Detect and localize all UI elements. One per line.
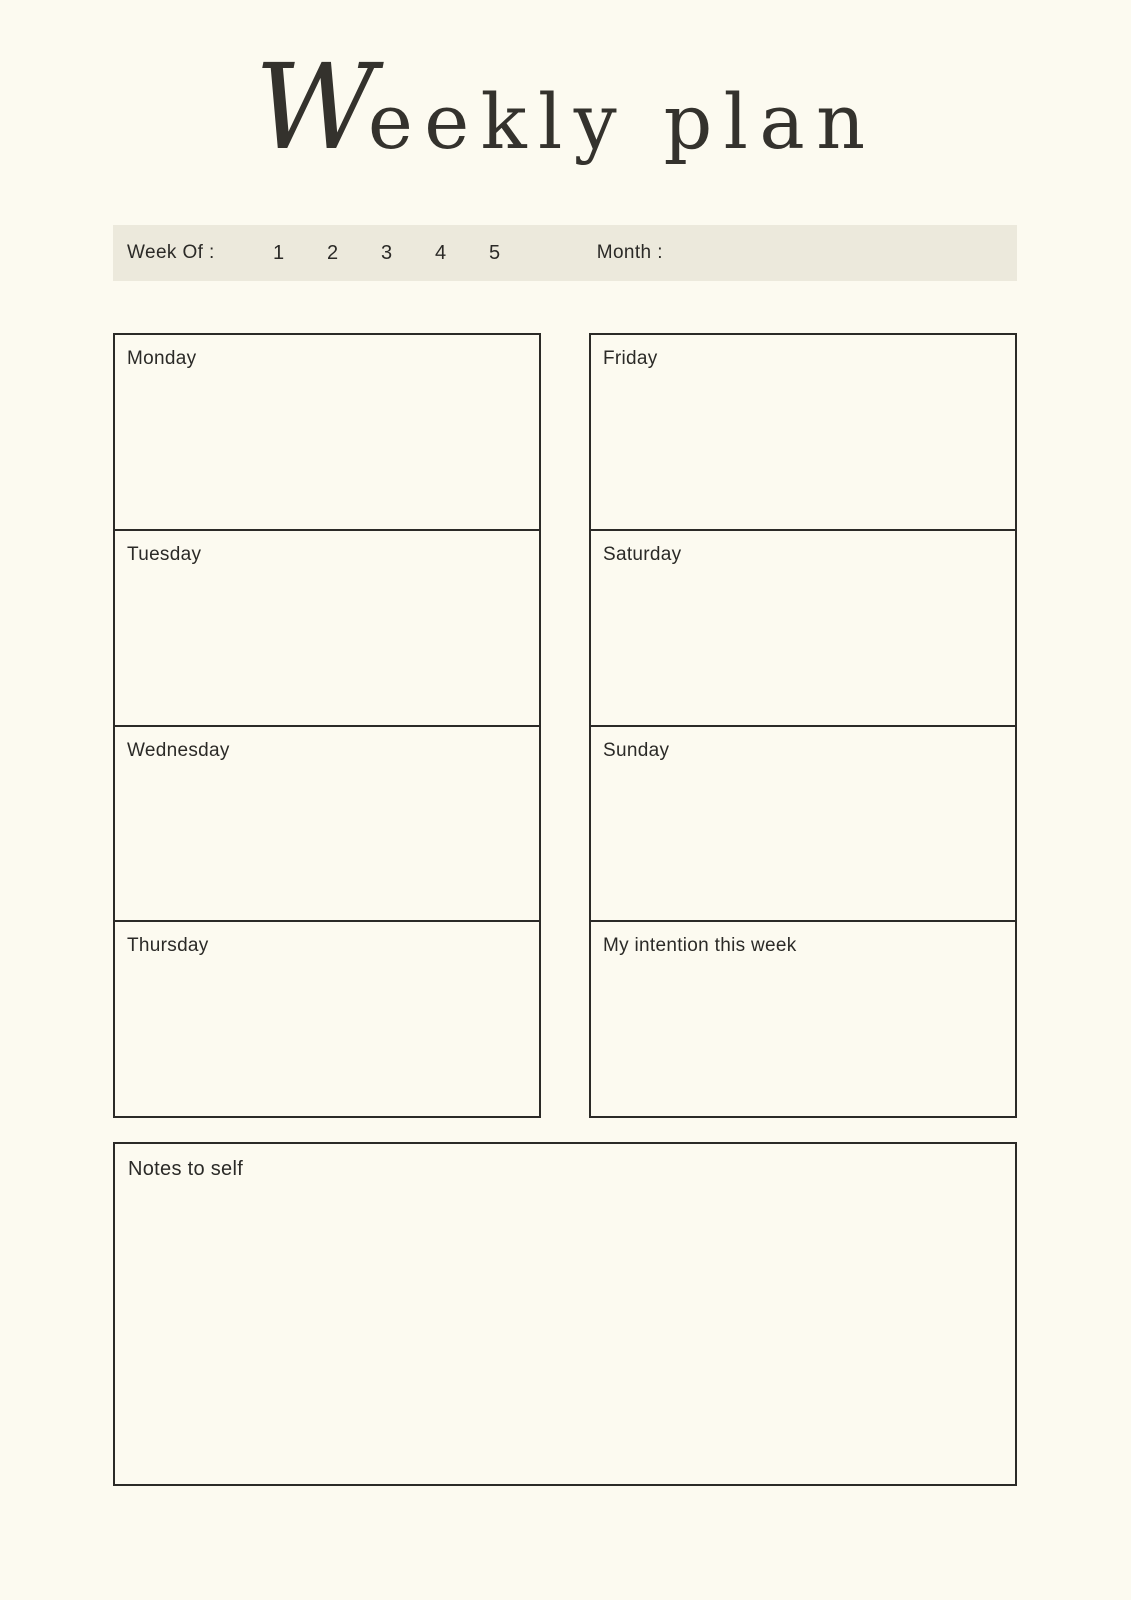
- week-number-option-1[interactable]: 1: [272, 241, 285, 264]
- day-label-thursday: Thursday: [127, 935, 209, 957]
- intention-box[interactable]: [589, 920, 1017, 1118]
- left-day-column: [113, 333, 541, 1118]
- day-box-wednesday[interactable]: [113, 725, 541, 923]
- day-label-tuesday: Tuesday: [127, 543, 202, 565]
- intention-label: My intention this week: [603, 935, 797, 957]
- week-of-label: Week Of :: [127, 242, 215, 263]
- week-number-option-5[interactable]: 5: [488, 241, 501, 264]
- month-label: Month :: [596, 242, 663, 263]
- right-day-column: [589, 333, 1017, 1118]
- day-label-sunday: Sunday: [603, 739, 670, 761]
- day-box-thursday[interactable]: [113, 920, 541, 1118]
- page-title-rest: eekly plan: [367, 77, 877, 166]
- day-label-monday: Monday: [127, 348, 197, 369]
- week-of-bar: [113, 225, 1017, 281]
- day-box-tuesday[interactable]: [113, 529, 541, 727]
- week-number-option-2[interactable]: 2: [326, 241, 339, 264]
- notes-box[interactable]: [113, 1142, 1017, 1486]
- week-number-option-3[interactable]: 3: [380, 241, 393, 264]
- day-box-sunday[interactable]: [589, 725, 1017, 923]
- day-label-wednesday: Wednesday: [127, 739, 230, 761]
- week-number-option-4[interactable]: 4: [434, 241, 447, 264]
- day-label-friday: Friday: [603, 348, 658, 369]
- page-title-initial: W: [254, 38, 376, 176]
- day-box-saturday[interactable]: [589, 529, 1017, 727]
- week-number-options: [273, 242, 501, 265]
- day-label-saturday: Saturday: [603, 543, 682, 565]
- notes-label: Notes to self: [128, 1158, 244, 1180]
- page-title: [0, 38, 1131, 176]
- day-box-friday[interactable]: [589, 333, 1017, 531]
- day-box-monday[interactable]: [113, 333, 541, 531]
